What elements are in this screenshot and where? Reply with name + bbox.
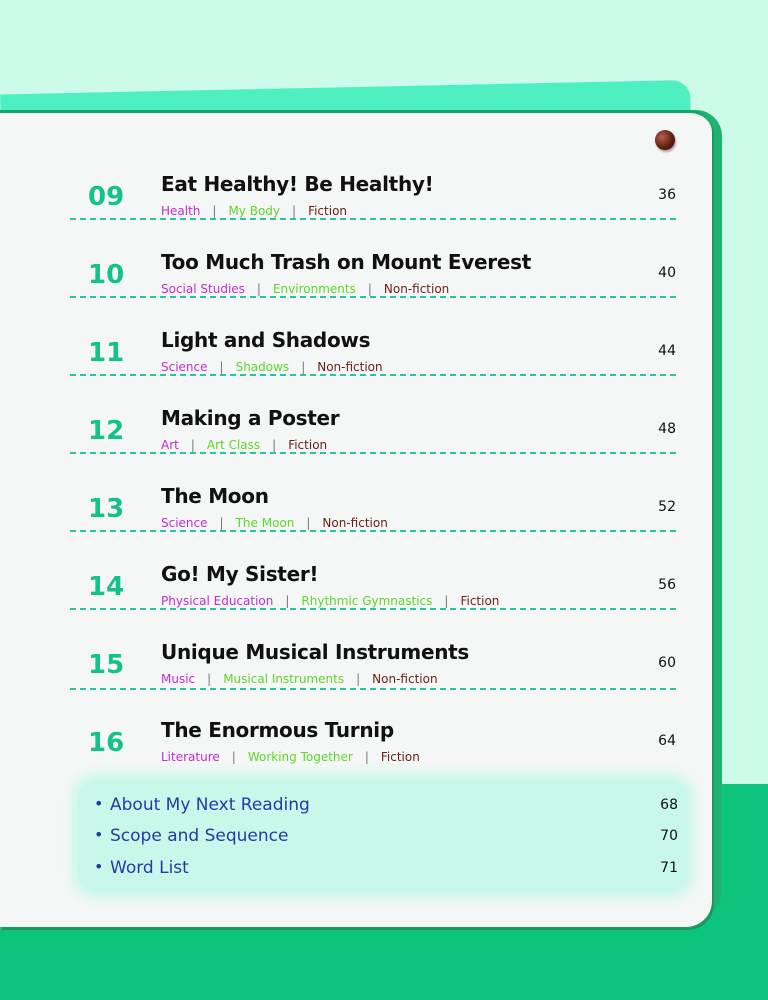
entry-topic: Shadows [235, 360, 290, 374]
entry-subject: Science [161, 516, 208, 530]
entry-genre: Non-fiction [372, 672, 438, 686]
appendix-page-number: 70 [660, 828, 678, 844]
entry-tags [161, 594, 499, 608]
entry-tags [161, 282, 449, 296]
entry-page-number: 40 [658, 265, 676, 281]
toc-entry-14[interactable] [70, 540, 676, 618]
tag-separator: | [301, 360, 306, 374]
tag-separator: | [364, 750, 369, 764]
entry-page-number: 44 [658, 343, 676, 359]
dashed-divider [70, 452, 676, 454]
entry-genre: Non-fiction [322, 516, 388, 530]
entry-topic: Working Together [247, 750, 353, 764]
dashed-divider [70, 530, 676, 532]
entry-tags [161, 750, 420, 764]
entry-number: 15 [88, 650, 125, 680]
entry-number: 13 [88, 494, 125, 524]
appendix-box [78, 780, 688, 892]
entry-subject: Music [161, 672, 196, 686]
tag-separator: | [231, 750, 236, 764]
appendix-item-scope-and-sequence[interactable] [94, 823, 678, 849]
entry-genre: Fiction [308, 204, 348, 218]
tag-separator: | [219, 516, 224, 530]
appendix-page-number: 68 [660, 797, 678, 813]
entry-subject: Health [161, 204, 201, 218]
tag-separator: | [212, 204, 217, 218]
entry-title[interactable]: The Enormous Turnip [161, 718, 394, 742]
entry-subject: Science [161, 360, 208, 374]
entry-page-number: 64 [658, 733, 676, 749]
entry-genre: Non-fiction [317, 360, 383, 374]
appendix-label[interactable]: Scope and Sequence [110, 826, 289, 846]
entry-page-number: 48 [658, 421, 676, 437]
entry-genre: Fiction [288, 438, 328, 452]
tag-separator: | [272, 438, 277, 452]
bullet-icon: • [94, 857, 104, 876]
entry-genre: Fiction [380, 750, 420, 764]
entry-title[interactable]: Eat Healthy! Be Healthy! [161, 172, 434, 196]
entry-tags [161, 204, 347, 218]
tag-separator: | [285, 594, 290, 608]
entry-tags [161, 516, 388, 530]
entry-number: 11 [88, 338, 125, 368]
entry-genre: Fiction [460, 594, 500, 608]
entry-subject: Literature [161, 750, 220, 764]
appendix-page-number: 71 [660, 860, 678, 876]
entry-tags [161, 672, 438, 686]
tag-separator: | [444, 594, 449, 608]
entry-topic: Rhythmic Gymnastics [301, 594, 433, 608]
entry-page-number: 56 [658, 577, 676, 593]
entry-title[interactable]: Making a Poster [161, 406, 340, 430]
entry-title[interactable]: Light and Shadows [161, 328, 371, 352]
entry-topic: The Moon [235, 516, 295, 530]
dashed-divider [70, 608, 676, 610]
tag-separator: | [190, 438, 195, 452]
entry-topic: Musical Instruments [223, 672, 345, 686]
toc-entry-11[interactable] [70, 306, 676, 384]
bullet-icon: • [94, 794, 104, 813]
toc-entry-13[interactable] [70, 462, 676, 540]
entry-tags [161, 360, 383, 374]
entry-subject: Physical Education [161, 594, 274, 608]
entry-title[interactable]: Unique Musical Instruments [161, 640, 470, 664]
entry-page-number: 52 [658, 499, 676, 515]
tag-separator: | [306, 516, 311, 530]
pushpin-icon [655, 130, 675, 150]
tag-separator: | [256, 282, 261, 296]
tag-separator: | [367, 282, 372, 296]
entry-genre: Non-fiction [383, 282, 450, 296]
dashed-divider [70, 296, 676, 298]
entry-number: 14 [88, 572, 125, 602]
entry-topic: Art Class [206, 438, 261, 452]
entry-title[interactable]: Too Much Trash on Mount Everest [161, 250, 531, 274]
entry-page-number: 60 [658, 655, 676, 671]
dashed-divider [70, 374, 676, 376]
tag-separator: | [356, 672, 361, 686]
dashed-divider [70, 218, 676, 220]
toc-entry-10[interactable] [70, 228, 676, 306]
entry-number: 16 [88, 728, 125, 758]
entry-topic: Environments [272, 282, 356, 296]
entry-subject: Art [161, 438, 179, 452]
appendix-item-about-my-next-reading[interactable] [94, 792, 678, 818]
appendix-label[interactable]: About My Next Reading [110, 795, 310, 815]
entry-number: 09 [88, 182, 125, 212]
entry-tags [161, 438, 327, 452]
dashed-divider [70, 688, 676, 690]
toc-entry-09[interactable] [70, 150, 676, 228]
bullet-icon: • [94, 825, 104, 844]
toc-entry-15[interactable] [70, 618, 676, 696]
toc-entry-12[interactable] [70, 384, 676, 462]
tag-separator: | [292, 204, 297, 218]
tag-separator: | [207, 672, 212, 686]
appendix-label[interactable]: Word List [110, 858, 189, 878]
appendix-item-word-list[interactable] [94, 855, 678, 881]
tag-separator: | [219, 360, 224, 374]
entry-title[interactable]: Go! My Sister! [161, 562, 319, 586]
toc-entry-16[interactable] [70, 696, 676, 774]
entry-number: 10 [88, 260, 125, 290]
entry-title[interactable]: The Moon [161, 484, 269, 508]
entry-topic: My Body [228, 204, 281, 218]
entry-subject: Social Studies [161, 282, 245, 296]
entry-number: 12 [88, 416, 125, 446]
entry-page-number: 36 [658, 187, 676, 203]
